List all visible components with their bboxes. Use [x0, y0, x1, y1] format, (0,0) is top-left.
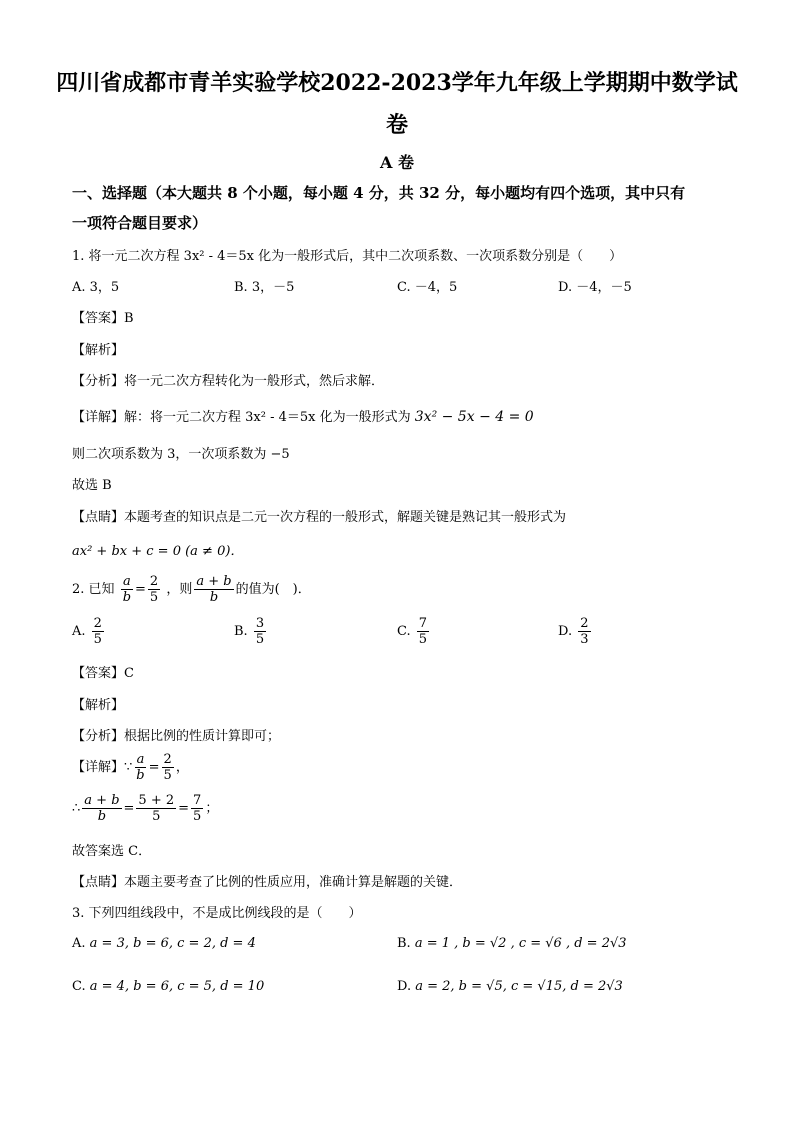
- q2-choose: 故答案选 C．: [72, 844, 152, 859]
- q1-general-form: ax² + bx + c = 0 (a ≠ 0)．: [72, 544, 244, 559]
- q1-detail-line: [72, 406, 534, 425]
- q1-option-a: A. 3，5: [72, 280, 120, 295]
- q1-detail-text: 解：将一元二次方程 3x² - 4＝5x 化为一般形式为: [124, 410, 415, 425]
- q2-stem-suffix: 的值为( )．: [235, 582, 311, 597]
- q2-dianjing-line: [72, 871, 462, 890]
- doc-title-line1: 四川省成都市青羊实验学校2022-2023学年九年级上学期期中数学试: [56, 70, 738, 96]
- q1-dianjing: 本题考查的知识点是二元一次方程的一般形式，解题关键是熟记其一般形式为: [124, 510, 567, 525]
- q2-jiexi: 【解析】: [72, 698, 125, 713]
- q3-option-a: A. a = 3, b = 6, c = 2, d = 4: [72, 936, 256, 951]
- doc-title-line2: 卷: [385, 112, 408, 138]
- q2-answer-label: 【答案】: [72, 666, 125, 681]
- q1-detail-label: 【详解】: [72, 410, 125, 425]
- q2-calc-line: ∴ $\frac{a + b}{b}$ = $\frac{5 + 2}{5}$ = $\frac{7}{5}$ ；: [72, 793, 219, 824]
- q2-dianjing: 本题主要考查了比例的性质应用，准确计算是解题的关键．: [124, 875, 463, 890]
- q2-frac-apb-over-b: $\frac{a + b}{b}$: [196, 574, 232, 605]
- q2-stem: [72, 574, 311, 605]
- q2-detail-line: 【详解】∵ $\frac{a}{b}$ = $\frac{2}{5}$ ，: [72, 752, 189, 783]
- q3-option-b: B. a = 1 , b = √2 , c = √6 , d = 2√3: [397, 936, 627, 951]
- q2-answer-line: [72, 662, 134, 681]
- q1-answer-line: [72, 307, 134, 326]
- q1-dianjing-line: [72, 506, 566, 525]
- q2-option-d: D. $\frac{2}{3}$: [558, 616, 589, 647]
- q1-stem: 1. 将一元二次方程 3x² - 4＝5x 化为一般形式后，其中二次项系数、一次项系数分别是（ ）: [72, 249, 623, 264]
- q2-because: ∵: [124, 760, 133, 775]
- q2-stem-prefix: 2. 已知: [72, 582, 115, 597]
- q1-fenxi: 将一元二次方程转化为一般形式，然后求解．: [124, 374, 385, 389]
- part1-heading-line2: 一项符合题目要求）: [72, 214, 208, 232]
- q2-equals: =: [135, 582, 146, 597]
- q1-coef-text: 则二次项系数为 3，一次项系数为 −5: [72, 447, 290, 462]
- q1-jiexi: 【解析】: [72, 343, 125, 358]
- q2-frac-2-over-5: $\frac{2}{5}$: [149, 574, 159, 605]
- q2-fenxi-line: [72, 725, 280, 744]
- q3-option-c: C. a = 4, b = 6, c = 5, d = 10: [72, 979, 265, 994]
- section-label: A 卷: [380, 153, 414, 172]
- part1-heading-line1: 一、选择题（本大题共 8 个小题，每小题 4 分，共 32 分，每小题均有四个选项，其中只有: [72, 184, 686, 202]
- q2-dianjing-label: 【点睛】: [72, 875, 125, 890]
- q1-detail-formula: 3x² − 5x − 4 = 0: [414, 409, 534, 425]
- q1-fenxi-line: [72, 370, 384, 389]
- q3-stem: 3. 下列四组线段中，不是成比例线段的是（ ）: [72, 906, 362, 921]
- q2-therefore: ∴: [72, 801, 81, 816]
- q2-answer: C: [124, 666, 134, 681]
- q1-answer: B: [124, 311, 134, 326]
- q2-stem-mid: ，则: [166, 582, 193, 597]
- q1-option-c: C. －4，5: [397, 280, 458, 295]
- q2-option-c: C. $\frac{7}{5}$: [397, 616, 428, 647]
- q2-detail-label: 【详解】: [72, 760, 125, 775]
- q2-option-b: B. $\frac{3}{5}$: [234, 616, 265, 647]
- q2-fenxi: 根据比例的性质计算即可；: [124, 729, 281, 744]
- q2-option-a: A. $\frac{2}{5}$: [72, 616, 102, 647]
- q1-fenxi-label: 【分析】: [72, 374, 125, 389]
- q1-option-d: D. －4，－5: [558, 280, 632, 295]
- q2-fenxi-label: 【分析】: [72, 729, 125, 744]
- q3-option-d: D. a = 2, b = √5, c = √15, d = 2√3: [397, 979, 623, 994]
- q1-choose: 故选 B: [72, 478, 112, 493]
- q1-answer-label: 【答案】: [72, 311, 125, 326]
- q1-option-b: B. 3，－5: [234, 280, 295, 295]
- q2-frac-a-over-b: $\frac{a}{b}$: [122, 574, 132, 605]
- q1-dianjing-label: 【点睛】: [72, 510, 125, 525]
